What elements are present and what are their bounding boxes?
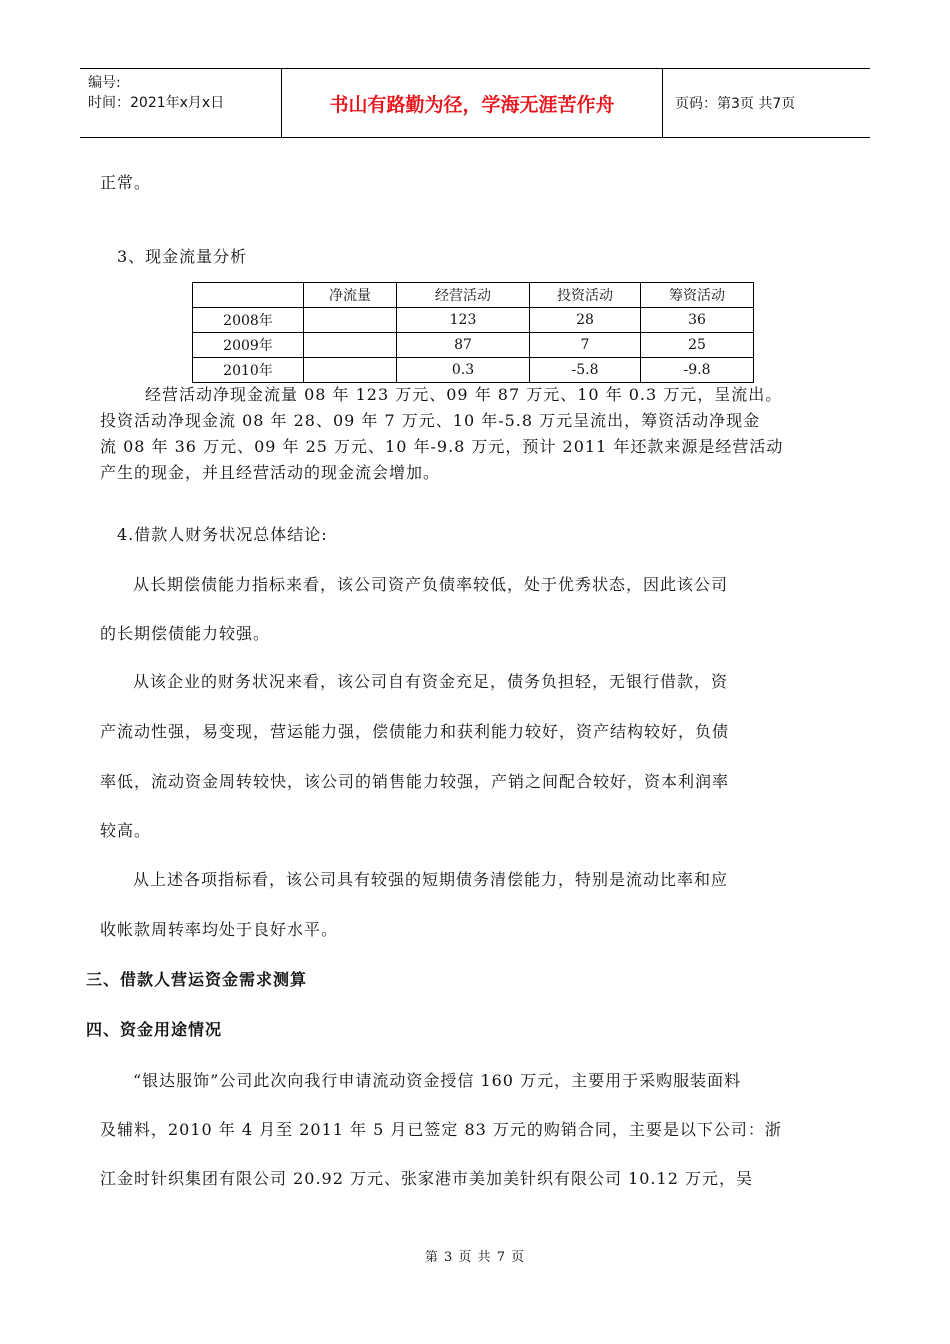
table-row (193, 358, 754, 383)
table-cell: 87 (397, 333, 530, 358)
paragraph-line: 率低，流动资金周转较快，该公司的销售能力较强，产销之间配合较好，资本利润率 (100, 772, 730, 791)
table-cell: 36 (641, 308, 754, 333)
paragraph-line: 的长期偿债能力较强。 (100, 624, 271, 643)
table-cell (193, 283, 304, 308)
page-header (80, 68, 870, 138)
section-heading: 4.借款人财务状况总体结论: (117, 525, 328, 544)
paragraph-line: 江金时针织集团有限公司 20.92 万元、张家港市美加美针织有限公司 10.12 万元，吴 (100, 1169, 753, 1188)
table-cell: 2009年 (193, 333, 304, 358)
table-cell: -5.8 (530, 358, 641, 383)
paragraph-line: 产生的现金，并且经营活动的现金流会增加。 (100, 463, 441, 482)
table-cell (304, 358, 397, 383)
table-cell: 25 (641, 333, 754, 358)
paragraph-line: 正常。 (100, 173, 152, 192)
paragraph-line: “银达服饰”公司此次向我行申请流动资金授信 160 万元，主要用于采购服装面料 (133, 1071, 742, 1090)
paragraph-line: 较高。 (100, 821, 152, 840)
paragraph-line: 收帐款周转率均处于良好水平。 (100, 920, 339, 939)
section-heading: 3、现金流量分析 (117, 247, 248, 266)
table-cell: 经营活动 (397, 283, 530, 308)
table-cell (304, 333, 397, 358)
page-footer: 第 3 页 共 7 页 (424, 1250, 526, 1265)
section-title: 三、借款人营运资金需求测算 (86, 970, 308, 989)
motto: 书山有路勤为径，学海无涯苦作舟 (282, 69, 663, 137)
table-cell: 2008年 (193, 308, 304, 333)
table-cell: 投资活动 (530, 283, 641, 308)
paragraph-line: 从上述各项指标看，该公司具有较强的短期债务清偿能力，特别是流动比率和应 (133, 870, 729, 889)
table-cell (304, 308, 397, 333)
paragraph-line: 流 08 年 36 万元、09 年 25 万元、10 年-9.8 万元，预计 2011 年还款来源是经营活动 (100, 437, 784, 456)
section-title: 四、资金用途情况 (86, 1020, 223, 1039)
paragraph-line: 从该企业的财务状况来看，该公司自有资金充足，债务负担轻，无银行借款，资 (133, 672, 729, 691)
table-cell: -9.8 (641, 358, 754, 383)
table-cell: 净流量 (304, 283, 397, 308)
table-cell: 28 (530, 308, 641, 333)
table-cell: 2010年 (193, 358, 304, 383)
time-label: 时间：2021年x月x日 (88, 95, 225, 111)
header-meta (80, 69, 282, 137)
paragraph-line: 产流动性强，易变现，营运能力强，偿债能力和获利能力较好，资产结构较好，负债 (100, 722, 730, 741)
table-header-row (193, 283, 754, 308)
table-cell: 123 (397, 308, 530, 333)
table-row (193, 308, 754, 333)
table-cell: 筹资活动 (641, 283, 754, 308)
number-label: 编号: (88, 75, 121, 91)
table-cell: 7 (530, 333, 641, 358)
page-code: 页码：第3页 共7页 (675, 96, 796, 112)
table-row (193, 333, 754, 358)
cash-flow-table (192, 282, 754, 383)
paragraph-line: 投资活动净现金流 08 年 28、09 年 7 万元、10 年-5.8 万元呈流出，筹资活动净现金 (100, 411, 761, 430)
paragraph-line: 及辅料，2010 年 4 月至 2011 年 5 月已签定 83 万元的购销合同，主要是以下公司：浙 (100, 1120, 782, 1139)
paragraph-line: 从长期偿债能力指标来看，该公司资产负债率较低，处于优秀状态，因此该公司 (133, 575, 729, 594)
paragraph-line: 经营活动净现金流量 08 年 123 万元、09 年 87 万元、10 年 0.3 万元，呈流出。 (145, 385, 783, 404)
table-cell: 0.3 (397, 358, 530, 383)
